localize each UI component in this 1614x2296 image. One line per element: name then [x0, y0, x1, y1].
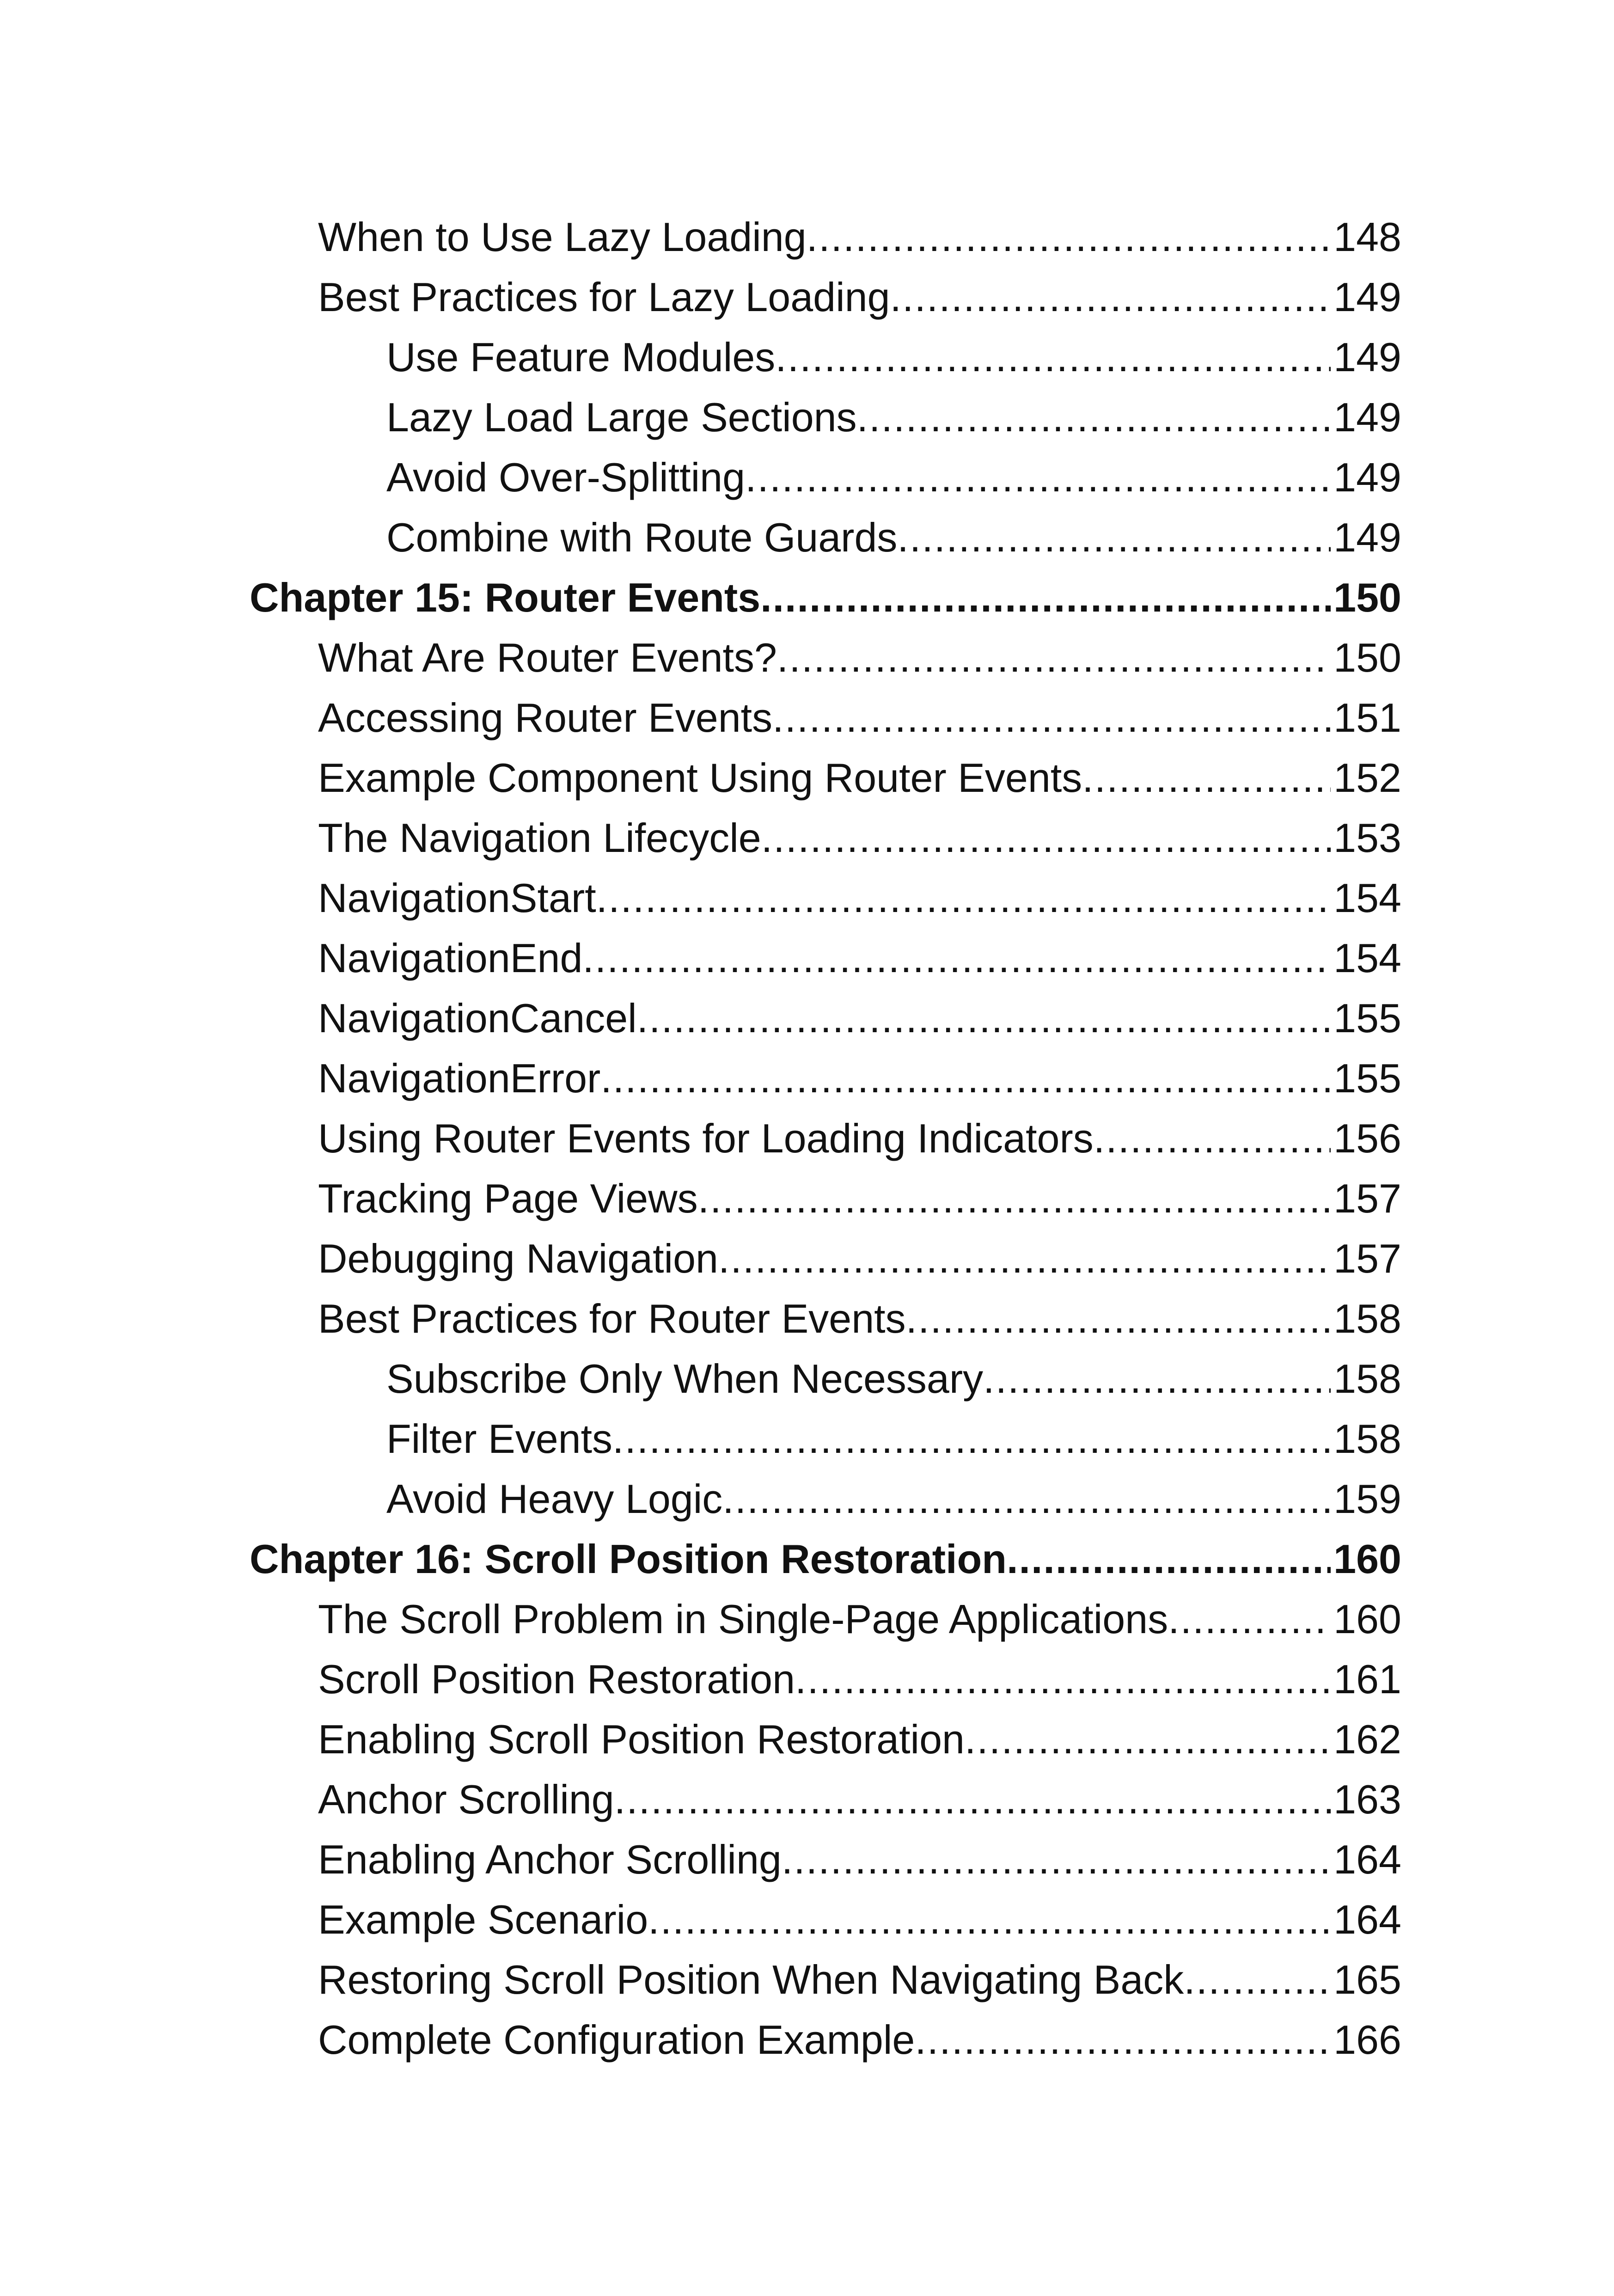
toc-entry[interactable] [318, 868, 1401, 928]
toc-entry-title: NavigationCancel [318, 995, 637, 1041]
toc-dot-leader [1094, 1108, 1331, 1169]
toc-entry-title: Best Practices for Router Events [318, 1296, 906, 1341]
toc-entry[interactable] [318, 688, 1401, 748]
toc-entry[interactable] [318, 808, 1401, 868]
toc-entry[interactable] [318, 1709, 1401, 1769]
toc-dot-leader [775, 327, 1331, 387]
toc-dot-leader [857, 387, 1331, 447]
toc-entry-title: Complete Configuration Example [318, 2017, 915, 2063]
toc-entry-title: Subscribe Only When Necessary [386, 1356, 984, 1402]
toc-page-number: 151 [1333, 695, 1401, 741]
toc-entry-title: Avoid Over-Splitting [386, 454, 746, 500]
toc-page-number: 152 [1333, 755, 1401, 801]
toc-page-number: 149 [1333, 454, 1401, 500]
toc-page-number: 148 [1333, 214, 1401, 260]
toc-page-number: 150 [1333, 635, 1401, 680]
toc-page-number: 164 [1333, 1837, 1401, 1882]
toc-entry-title: Scroll Position Restoration [318, 1656, 795, 1702]
toc-entry-title: NavigationStart [318, 875, 596, 921]
toc-dot-leader [745, 447, 1331, 508]
toc-entry[interactable] [386, 447, 1401, 508]
toc-dot-leader [722, 1469, 1331, 1529]
toc-entry[interactable] [318, 1108, 1401, 1169]
toc-page-number: 158 [1333, 1296, 1401, 1341]
toc-page-number: 149 [1333, 274, 1401, 320]
toc-page-number: 149 [1333, 394, 1401, 440]
toc-dot-leader [596, 868, 1331, 928]
toc-entry[interactable] [318, 1289, 1401, 1349]
toc-entry-title: Filter Events [386, 1416, 613, 1462]
toc-dot-leader [582, 928, 1331, 988]
toc-entry[interactable] [386, 387, 1401, 447]
toc-page-number: 166 [1333, 2017, 1401, 2063]
toc-dot-leader [760, 568, 1331, 628]
toc-page-number: 155 [1333, 995, 1401, 1041]
toc-entry[interactable] [318, 1649, 1401, 1709]
toc-dot-leader [761, 808, 1331, 868]
toc-entry-title: Accessing Router Events [318, 695, 773, 741]
toc-entry[interactable] [318, 207, 1401, 267]
toc-entry[interactable] [318, 2010, 1401, 2070]
toc-page-number: 149 [1333, 334, 1401, 380]
toc-dot-leader [795, 1649, 1331, 1709]
toc-page-number: 155 [1333, 1055, 1401, 1101]
toc-dot-leader [897, 508, 1331, 568]
toc-entry[interactable] [318, 1890, 1401, 1950]
toc-entry-title: The Navigation Lifecycle [318, 815, 761, 861]
toc-dot-leader [890, 267, 1331, 327]
toc-entry[interactable] [386, 1469, 1401, 1529]
toc-entry-title: When to Use Lazy Loading [318, 214, 807, 260]
toc-dot-leader [807, 207, 1331, 267]
toc-dot-leader [1168, 1589, 1331, 1649]
toc-entry[interactable] [318, 1169, 1401, 1229]
toc-page-number: 158 [1333, 1416, 1401, 1462]
toc-entry-title: Example Scenario [318, 1897, 648, 1942]
toc-entry-title: Example Component Using Router Events [318, 755, 1082, 801]
toc-entry-title: Enabling Scroll Position Restoration [318, 1716, 965, 1762]
toc-entry[interactable] [318, 267, 1401, 327]
toc-page-number: 165 [1333, 1957, 1401, 2002]
toc-page-number: 158 [1333, 1356, 1401, 1402]
toc-entry-title: Avoid Heavy Logic [386, 1476, 723, 1522]
toc-dot-leader [600, 1048, 1331, 1108]
toc-page-number: 154 [1333, 935, 1401, 981]
toc-dot-leader [983, 1349, 1331, 1409]
toc-dot-leader [698, 1169, 1331, 1229]
toc-entry[interactable] [318, 1950, 1401, 2010]
toc-entry[interactable] [318, 1048, 1401, 1108]
toc-entry-title: Chapter 15: Router Events [250, 575, 761, 620]
toc-entry[interactable] [318, 748, 1401, 808]
toc-dot-leader [782, 1830, 1331, 1890]
toc-page-number: 156 [1333, 1115, 1401, 1161]
toc-entry[interactable] [318, 1830, 1401, 1890]
toc-entry[interactable] [318, 988, 1401, 1048]
toc-dot-leader [614, 1769, 1331, 1830]
toc-page-number: 162 [1333, 1716, 1401, 1762]
toc-entry[interactable] [318, 628, 1401, 688]
toc-entry-title: Combine with Route Guards [386, 514, 898, 560]
toc-dot-leader [915, 2010, 1331, 2070]
toc-entry[interactable] [318, 1589, 1401, 1649]
toc-entry-title: Debugging Navigation [318, 1236, 718, 1281]
toc-entry-title: Use Feature Modules [386, 334, 776, 380]
toc-page-number: 163 [1333, 1776, 1401, 1822]
toc-dot-leader [1007, 1529, 1331, 1589]
toc-chapter-entry[interactable] [250, 568, 1401, 628]
toc-dot-leader [965, 1709, 1331, 1769]
toc-entry-title: NavigationEnd [318, 935, 583, 981]
toc-entry-title: The Scroll Problem in Single-Page Applications [318, 1596, 1168, 1642]
toc-dot-leader [612, 1409, 1331, 1469]
toc-dot-leader [637, 988, 1331, 1048]
toc-entry-title: Restoring Scroll Position When Navigating Back [318, 1957, 1184, 2002]
toc-entry[interactable] [318, 928, 1401, 988]
toc-dot-leader [772, 688, 1331, 748]
toc-dot-leader [1184, 1950, 1331, 2010]
toc-chapter-entry[interactable] [250, 1529, 1401, 1589]
toc-page-number: 159 [1333, 1476, 1401, 1522]
toc-page-number: 160 [1333, 1536, 1401, 1582]
toc-entry[interactable] [318, 1229, 1401, 1289]
toc-page-number: 164 [1333, 1897, 1401, 1942]
toc-entry[interactable] [386, 508, 1401, 568]
toc-page-number: 154 [1333, 875, 1401, 921]
toc-entry-title: Anchor Scrolling [318, 1776, 614, 1822]
toc-entry[interactable] [386, 327, 1401, 387]
toc-page-number: 161 [1333, 1656, 1401, 1702]
toc-entry-title: What Are Router Events? [318, 635, 777, 680]
toc-entry-title: Lazy Load Large Sections [386, 394, 857, 440]
toc-entry-title: Best Practices for Lazy Loading [318, 274, 890, 320]
toc-entry-title: NavigationError [318, 1055, 601, 1101]
toc-entry-title: Tracking Page Views [318, 1176, 698, 1221]
toc-page-number: 153 [1333, 815, 1401, 861]
toc-entry[interactable] [386, 1349, 1401, 1409]
toc-page-number: 149 [1333, 514, 1401, 560]
toc-entry-title: Chapter 16: Scroll Position Restoration [250, 1536, 1007, 1582]
toc-dot-leader [777, 628, 1331, 688]
toc-page-number: 157 [1333, 1176, 1401, 1221]
toc-dot-leader [906, 1289, 1331, 1349]
toc-page-number: 160 [1333, 1596, 1401, 1642]
toc-dot-leader [718, 1229, 1331, 1289]
toc-dot-leader [1082, 748, 1331, 808]
toc-entry-title: Using Router Events for Loading Indicators [318, 1115, 1094, 1161]
toc-dot-leader [648, 1890, 1331, 1950]
toc-entry[interactable] [386, 1409, 1401, 1469]
toc-page-number: 150 [1333, 575, 1401, 620]
toc-entry-title: Enabling Anchor Scrolling [318, 1837, 782, 1882]
toc-page-number: 157 [1333, 1236, 1401, 1281]
toc-entry[interactable] [318, 1769, 1401, 1830]
